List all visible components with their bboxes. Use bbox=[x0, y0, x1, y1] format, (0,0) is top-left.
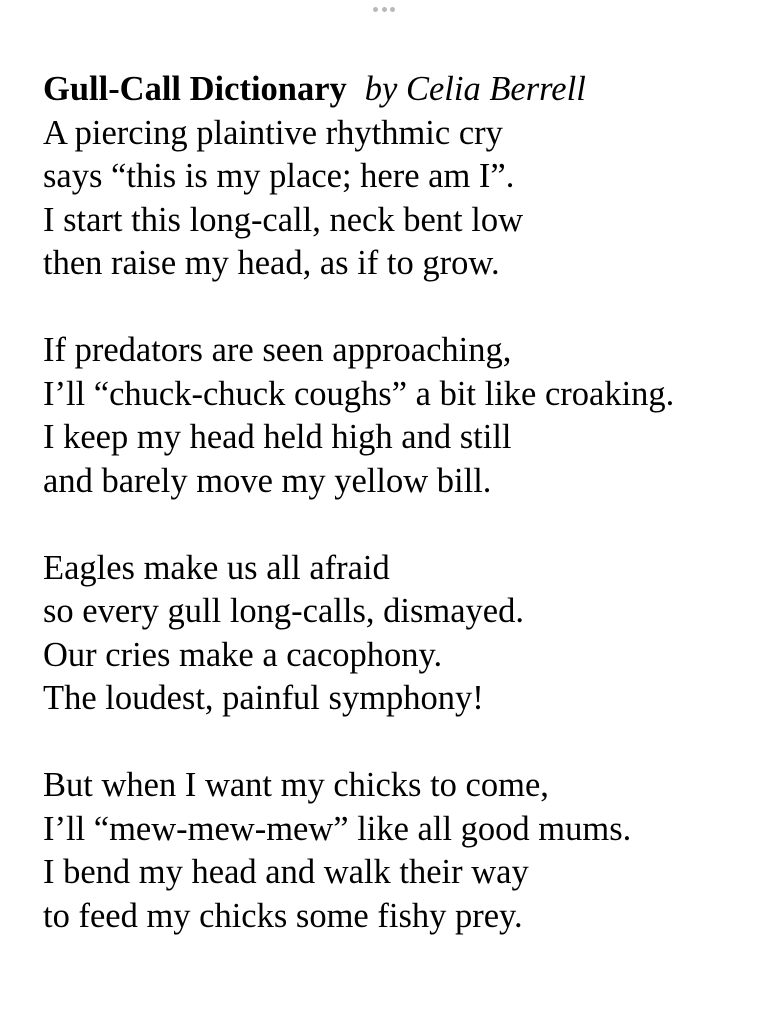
poem-line: says “this is my place; here am I”. bbox=[43, 157, 515, 195]
poem-title: Gull-Call Dictionary bbox=[43, 70, 347, 108]
poem-line: so every gull long-calls, dismayed. bbox=[43, 592, 524, 630]
stanza-1 bbox=[43, 112, 758, 286]
poem-line: I bend my head and walk their way bbox=[43, 853, 529, 891]
poem-line: The loudest, painful symphony! bbox=[43, 679, 484, 717]
poem bbox=[43, 68, 758, 982]
poem-line: A piercing plaintive rhythmic cry bbox=[43, 113, 503, 152]
stanza-3 bbox=[43, 547, 758, 721]
poem-line: But when I want my chicks to come, bbox=[43, 766, 549, 804]
poem-line: I start this long-call, neck bent low bbox=[43, 200, 524, 239]
poem-line: and barely move my yellow bill. bbox=[43, 461, 492, 500]
poem-line: I keep my head held high and still bbox=[43, 418, 512, 456]
poem-line: Our cries make a cacophony. bbox=[43, 635, 443, 674]
poem-line: If predators are seen approaching, bbox=[43, 331, 512, 369]
dot bbox=[382, 7, 387, 12]
title-line bbox=[43, 68, 758, 112]
poem-line: I’ll “chuck-chuck coughs” a bit like croaking. bbox=[43, 374, 675, 413]
poem-line: Eagles make us all afraid bbox=[43, 548, 390, 587]
stanza-4 bbox=[43, 764, 758, 938]
more-dots-icon[interactable] bbox=[373, 4, 395, 14]
poem-line: to feed my chicks some fishy prey. bbox=[43, 896, 523, 935]
dot bbox=[390, 7, 395, 12]
stanza-2 bbox=[43, 329, 758, 503]
poem-line: then raise my head, as if to grow. bbox=[43, 244, 500, 282]
poem-line: I’ll “mew-mew-mew” like all good mums. bbox=[43, 809, 632, 848]
dot bbox=[373, 7, 378, 12]
poem-author: by Celia Berrell bbox=[364, 70, 586, 108]
